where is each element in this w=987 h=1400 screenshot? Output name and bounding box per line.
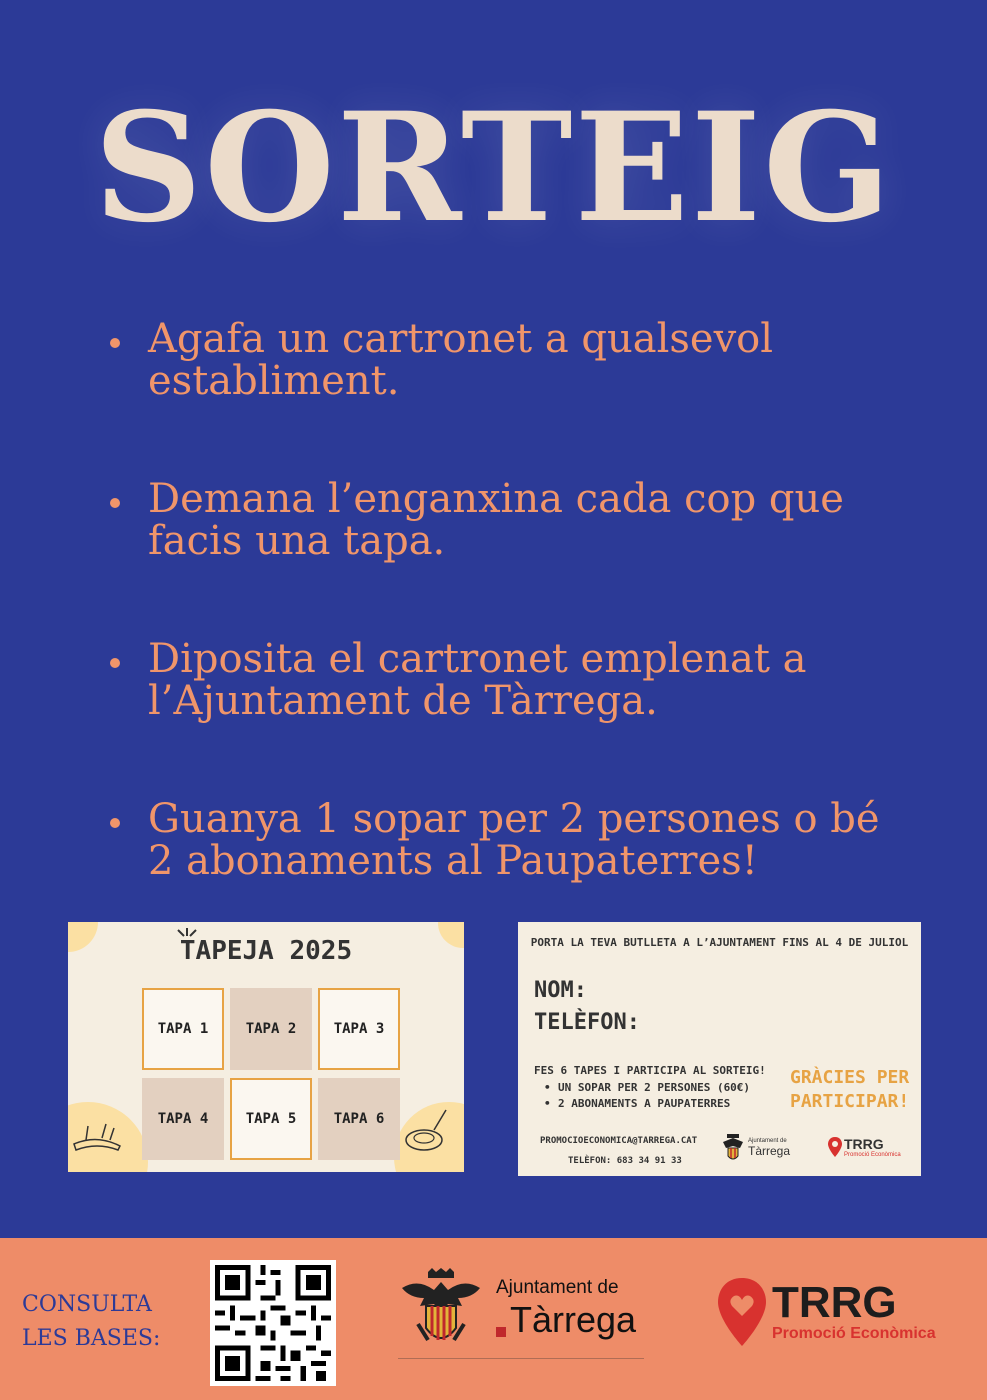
step-line: Diposita el cartronet emplenat a <box>148 636 807 682</box>
trrg-text: TRRG <box>772 1278 897 1327</box>
qr-code-icon[interactable] <box>210 1260 336 1386</box>
location-heart-pin-icon <box>716 1276 768 1348</box>
tapa-cell: TAPA 1 <box>142 988 224 1070</box>
ballot-ajuntament-logo <box>722 1134 790 1162</box>
poster-title: SORTEIG <box>93 80 894 256</box>
crest-icon <box>722 1134 744 1162</box>
location-pin-icon <box>828 1137 842 1157</box>
ballot-header: PORTA LA TEVA BUTLLETA A L’AJUNTAMENT FINS AL 4 DE JULIOL <box>530 936 909 949</box>
ballot-name-label: NOM: <box>534 978 587 1003</box>
step-line: Agafa un cartronet a qualsevol <box>148 316 774 362</box>
trrg-logo <box>716 1276 936 1348</box>
steps-list <box>100 318 960 958</box>
ballot-thanks-line: GRÀCIES PER <box>790 1067 910 1088</box>
tapa-cell: TAPA 3 <box>318 988 400 1070</box>
consult-line: CONSULTA <box>22 1292 152 1317</box>
food-sketch-icon <box>72 1114 122 1154</box>
consult-rules-text <box>22 1288 160 1356</box>
step-item <box>100 478 960 562</box>
consult-line: LES BASES: <box>22 1326 161 1351</box>
step-line: establiment. <box>148 358 400 404</box>
ballot-thanks <box>790 1066 914 1114</box>
trrg-subtitle: Promoció Econòmica <box>772 1325 936 1342</box>
ballot-phone-label: TELÈFON: <box>534 1010 640 1035</box>
stamp-card-image <box>68 922 464 1172</box>
ballot-trrg-sub: Promoció Econòmica <box>844 1152 901 1158</box>
ballot-phone: TELÈFON: 683 34 91 33 <box>568 1156 682 1166</box>
step-item <box>100 798 960 882</box>
ballot-logo-top: Ajuntament de <box>748 1138 787 1144</box>
step-line: facis una tapa. <box>148 518 446 564</box>
ballot-logo-bottom: Tàrrega <box>748 1144 791 1158</box>
tapa-cell: TAPA 6 <box>318 1078 400 1160</box>
ballot-card-image <box>518 922 921 1176</box>
footer <box>0 1238 987 1400</box>
tarrega-label: Tàrrega <box>510 1299 637 1340</box>
ballot-email: PROMOCIOECONOMICA@TARREGA.CAT <box>540 1136 698 1146</box>
ballot-thanks-line: PARTICIPAR! <box>790 1091 910 1112</box>
ballot-instructions: FES 6 TAPES I PARTICIPA AL SORTEIG! <box>534 1064 766 1077</box>
step-line: Demana l’enganxina cada cop que <box>148 476 844 522</box>
ballot-prize-item: • UN SOPAR PER 2 PERSONES (60€) <box>544 1080 750 1096</box>
tapa-cell: TAPA 2 <box>230 988 312 1070</box>
step-line: 2 abonaments al Paupaterres! <box>148 838 758 884</box>
ballot-trrg-text: TRRG <box>844 1136 884 1152</box>
stamp-card-title: TAPEJA 2025 <box>179 936 353 966</box>
ballot-trrg-logo <box>828 1136 901 1158</box>
red-square-mark <box>496 1327 506 1337</box>
coat-of-arms-icon <box>398 1268 484 1350</box>
food-sketch-icon <box>404 1106 450 1156</box>
tapa-cell: TAPA 5 <box>230 1078 312 1160</box>
tapa-grid <box>142 988 402 1162</box>
tapa-cell: TAPA 4 <box>142 1078 224 1160</box>
step-line: l’Ajuntament de Tàrrega. <box>148 678 658 724</box>
step-item <box>100 638 960 722</box>
step-line: Guanya 1 sopar per 2 persones o bé <box>148 796 880 842</box>
ajuntament-label: Ajuntament de <box>496 1277 619 1298</box>
ballot-prize-item: • 2 ABONAMENTS A PAUPATERRES <box>544 1096 750 1112</box>
logo-underline <box>398 1358 644 1359</box>
ajuntament-tarrega-logo <box>398 1268 636 1350</box>
step-item <box>100 318 960 402</box>
ballot-prize-list <box>544 1080 750 1112</box>
